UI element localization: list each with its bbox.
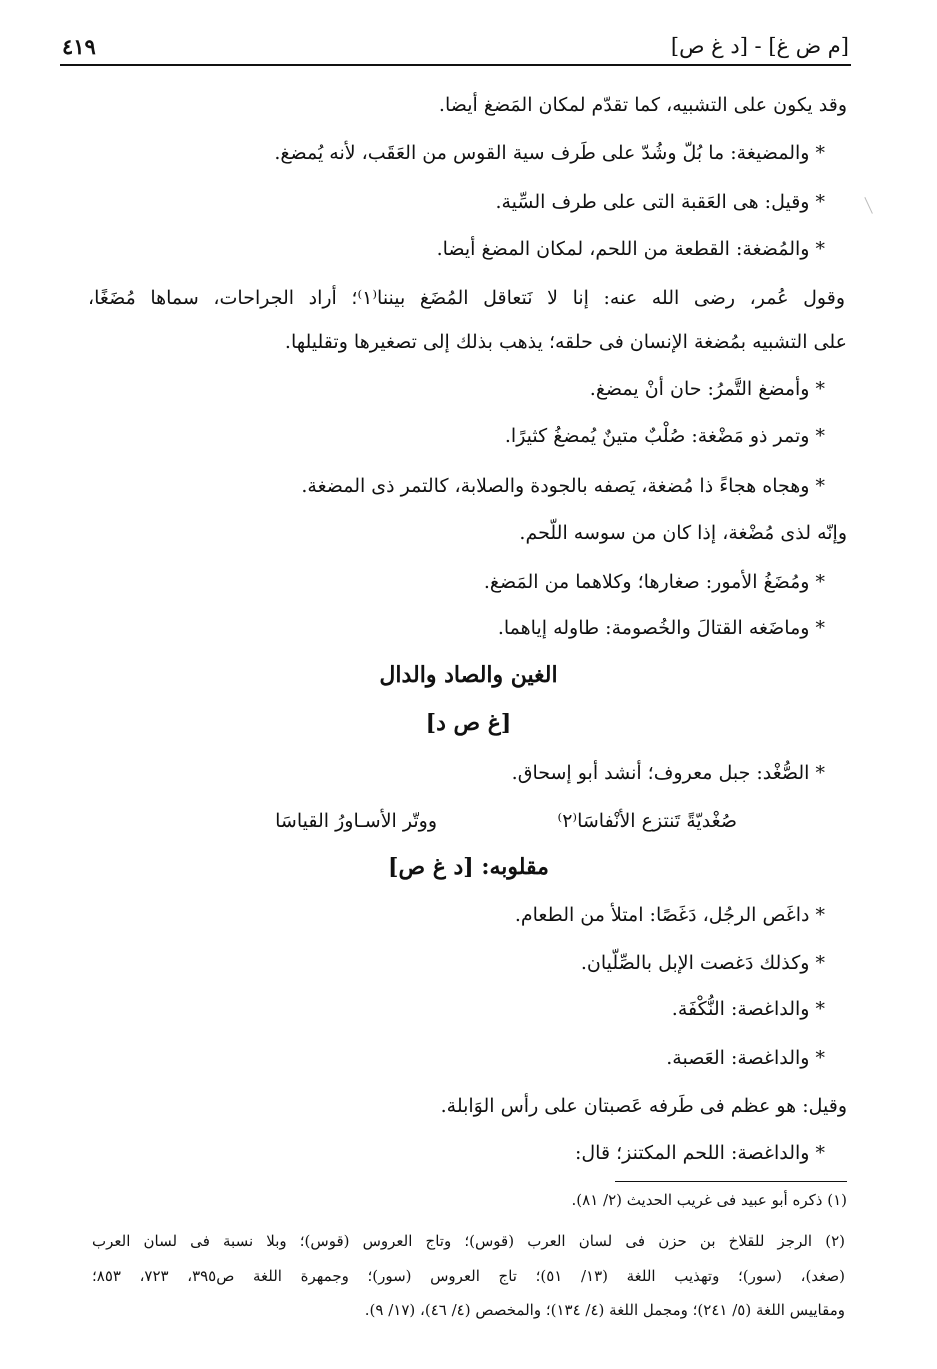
text-line: وقيل: هو عظم فى طَرفه عَصبتان على رأس الوَابلة.	[440, 1095, 847, 1117]
text-line: * داغَص الرجُل، دَغَصًا: امتلأ من الطعام.	[514, 904, 825, 926]
footnote-1: (١) ذكره أبو عبيد فى غريب الحديث (٢/ ٨١).	[571, 1191, 847, 1209]
inverse-heading: مقلوبه: [د غ ص]	[388, 854, 549, 880]
text-line: وقول عُمر، رضى الله عنه: إنا لا نَتعاقل المُضَغ بيننا⁽١⁾؛ أراد الجراحات، سماها مُضَغًا،	[88, 287, 846, 309]
section-heading: الغين والصاد والدال	[379, 662, 558, 688]
margin-mark	[864, 196, 874, 214]
text-line: * وقيل: هى العَقبة التى على طرف السِّية.	[495, 191, 825, 213]
text-line: * وهجاه هجاءً ذا مُضغة، يَصفه بالجودة والصلابة، كالتمر ذى المضغة.	[301, 475, 825, 497]
text-line: * والداغصة: النُّكْفَة.	[671, 998, 825, 1020]
text-line: * والداغصة: العَصبة.	[666, 1047, 825, 1069]
text-line: * وماضَغه القتالَ والخُصومة: طاوله إياهما.	[497, 617, 825, 639]
text-line: * وتمر ذو مَضْغة: صُلْبٌ متينٌ يُمضغُ كثيرًا.	[504, 425, 825, 447]
page-header	[62, 30, 849, 64]
verse-second-hemistich: صُغْديّةً تَنتزع الأنْفاسَا⁽٢⁾	[557, 810, 737, 832]
footnote-rule	[615, 1181, 847, 1182]
verse-first-hemistich: ووتّر الأسـاورُ القياسَا	[275, 810, 437, 832]
page-number: ٤١٩	[62, 34, 96, 59]
text-line: على التشبيه بمُضغة الإنسان فى حلقه؛ يذهب بذلك إلى تصغيرها وتقليلها.	[284, 331, 847, 353]
text-line: * والمُضغة: القطعة من اللحم، لمكان المضغ أيضا.	[436, 238, 825, 260]
text-line: * والداغصة: اللحم المكتنز؛ قال:	[574, 1142, 825, 1164]
text-line: * الصُّغْد: جبل معروف؛ أنشد أبو إسحاق.	[511, 762, 825, 784]
footnote-2-line-2: (صغد)، (سور)؛ وتهذيب اللغة (١٣/ ٥١)؛ تاج العروس (سور)؛ وجمهرة اللغة ص٣٩٥، ٧٢٣، ٨٥٣؛	[92, 1267, 845, 1285]
header-rule	[60, 64, 851, 66]
running-head: [م ض غ] - [د غ ص]	[670, 34, 849, 58]
footnote-2-line-3: ومقاييس اللغة (٥/ ٢٤١)؛ ومجمل اللغة (٤/ ١٣٤)؛ والمخصص (٤/ ٤٦)، (١٧/ ٩).	[364, 1301, 845, 1319]
text-line: * ومُضَغُ الأمور: صغارها؛ وكلاهما من المَضغ.	[483, 571, 825, 593]
text-line: * وكذلك دَغصت الإبل بالصِّلّيان.	[580, 952, 825, 974]
footnote-2-line-1: (٢) الرجز للقلاخ بن حزن فى لسان العرب (قوس)؛ وتاج العروس (قوس)؛ وبلا نسبة فى لسان العرب	[92, 1232, 845, 1250]
text-line: * وأمضغ التَّمرُ: حان أنْ يمضغ.	[589, 378, 825, 400]
text-line: * والمضيغة: ما بُلّ وشُدّ على طَرف سية القوس من العَقَب، لأنه يُمضغ.	[274, 142, 825, 164]
root-heading: [غ ص د]	[425, 710, 512, 736]
text-line: وإنّه لذى مُضْغة، إذا كان من سوسه اللّحم.	[519, 522, 847, 544]
text-line: وقد يكون على التشبيه، كما تقدّم لمكان المَضغ أيضا.	[438, 94, 847, 116]
